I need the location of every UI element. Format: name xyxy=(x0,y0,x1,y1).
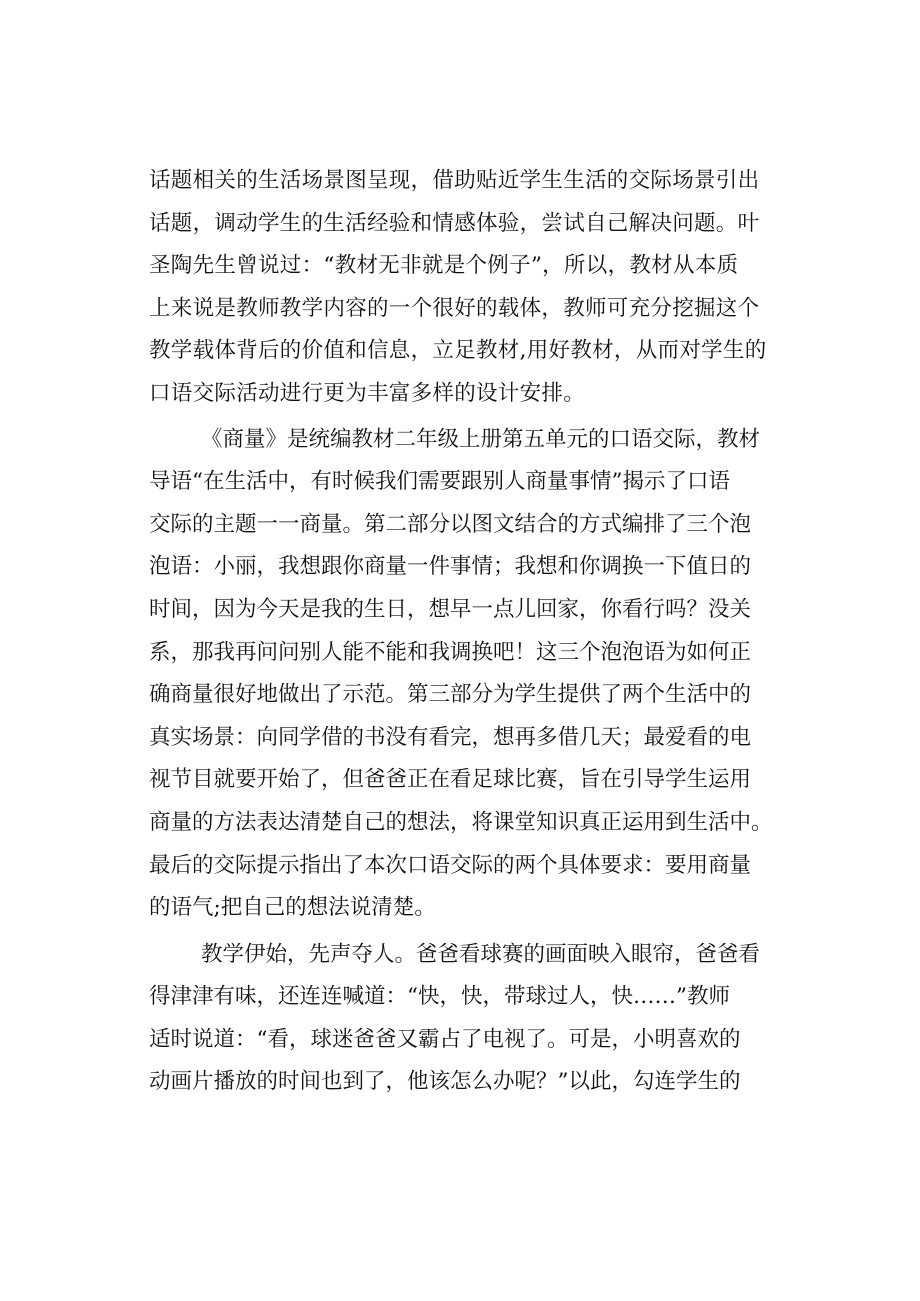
text-line: 上来说是教师教学内容的一个很好的载体，教师可充分挖掘这个 xyxy=(149,295,760,321)
text-line: 得津津有味，还连连喊道：“快，快，带球过人，快……”教师 xyxy=(149,984,730,1010)
text-line: 交际的主题一一商量。第二部分以图文结合的方式编排了三个泡 xyxy=(149,511,752,537)
text-line: 真实场景：向同学借的书没有看完，想再多借几天；最爱看的电 xyxy=(149,724,752,750)
text-line: 口语交际活动进行更为丰富多样的设计安排。 xyxy=(149,380,586,406)
text-line: 的语气;把自己的想法说清楚。 xyxy=(149,895,436,921)
document-body xyxy=(149,160,809,1104)
text-line: 导语“在生活中，有时候我们需要跟别人商量事情”揭示了口语 xyxy=(149,469,730,495)
text-line: 商量的方法表达清楚自己的想法，将课堂知识真正运用到生活中。 xyxy=(149,809,773,835)
text-line: 教学伊始，先声夺人。爸爸看球赛的画面映入眼帘，爸爸看 xyxy=(201,941,761,967)
text-line: 《商量》是统编教材二年级上册第五单元的口语交际，教材 xyxy=(201,426,761,452)
text-line: 话题相关的生活场景图呈现，借助贴近学生生活的交际场景引出 xyxy=(149,168,760,193)
text-line: 系，那我再问问别人能不能和我调换吧！这三个泡泡语为如何正 xyxy=(149,639,752,665)
paragraph-1 xyxy=(149,160,809,416)
text-line: 确商量很好地做出了示范。第三部分为学生提供了两个生活中的 xyxy=(149,682,752,708)
text-line: 泡语：小丽，我想跟你商量一件事情；我想和你调换一下值日的 xyxy=(149,554,752,580)
text-line: 最后的交际提示指出了本次口语交际的两个具体要求：要用商量 xyxy=(149,852,752,878)
text-line: 适时说道：“看，球迷爸爸又霸占了电视了。可是，小明喜欢的 xyxy=(149,1026,741,1052)
text-line: 动画片播放的时间也到了，他该怎么办呢？”以此，勾连学生的 xyxy=(149,1069,741,1095)
text-line: 圣陶先生曾说过：“教材无非就是个例子”，所以，教材从本质 xyxy=(149,253,739,279)
paragraph-3 xyxy=(149,934,809,1104)
text-line: 视节目就要开始了，但爸爸正在看足球比赛，旨在引导学生运用 xyxy=(149,767,752,793)
text-line: 话题，调动学生的生活经验和情感体验，尝试自己解决问题。叶 xyxy=(149,210,760,236)
text-line: 教学载体背后的价值和信息，立足教材,用好教材，从而对学生的 xyxy=(149,338,767,364)
text-line: 时间，因为今天是我的生日，想早一点儿回家，你看行吗？没关 xyxy=(149,596,752,622)
paragraph-2 xyxy=(149,419,809,930)
